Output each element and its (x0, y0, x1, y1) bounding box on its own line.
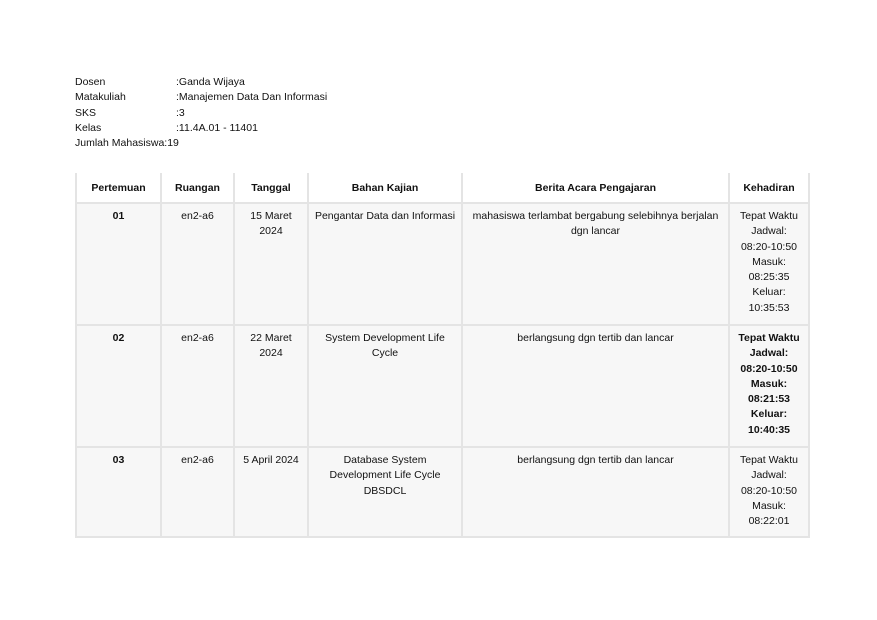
cell-tanggal: 15 Maret 2024 (234, 203, 308, 325)
kehadiran-jadwal-label: Jadwal: (749, 347, 789, 360)
matakuliah-value: :Manajemen Data Dan Informasi (176, 91, 328, 104)
cell-bahan-kajian: Pengantar Data dan Informasi (308, 203, 462, 325)
kehadiran-jadwal-label: Jadwal: (751, 225, 787, 238)
jumlah-label: Jumlah Mahasiswa (75, 137, 165, 150)
dosen-value: :Ganda Wijaya (176, 76, 245, 88)
jumlah-value: :19 (164, 137, 179, 150)
kelas-label: Kelas (75, 121, 102, 134)
kelas-row (75, 121, 327, 136)
header-kehadiran: Kehadiran (729, 173, 809, 203)
kehadiran-jadwal-value: 08:20-10:50 (740, 240, 798, 253)
cell-tanggal: 22 Maret 2024 (234, 325, 308, 447)
header-berita-acara: Berita Acara Pengajaran (462, 173, 729, 203)
cell-tanggal: 5 April 2024 (234, 447, 308, 537)
attendance-table (75, 173, 810, 538)
cell-berita-acara: mahasiswa terlambat bergabung selebihnya berjalan dgn lancar (462, 203, 729, 325)
kehadiran-masuk-label: Masuk: (750, 377, 788, 390)
kehadiran-jadwal-value: 08:20-10:50 (740, 484, 798, 497)
kehadiran-keluar-value: 10:40:35 (747, 423, 791, 436)
header-ruangan: Ruangan (161, 173, 234, 203)
sks-row (75, 106, 327, 121)
kehadiran-masuk-value: 08:25:35 (748, 271, 790, 284)
kehadiran-keluar-label: Keluar: (750, 408, 788, 421)
cell-ruangan: en2-a6 (161, 325, 234, 447)
kehadiran-keluar-value: 10:35:53 (748, 301, 790, 314)
kehadiran-status: Tepat Waktu (740, 454, 798, 466)
cell-bahan-kajian: Database System Development Life Cycle DBSDCL (308, 447, 462, 537)
jumlah-row (75, 136, 327, 151)
cell-kehadiran (729, 447, 809, 537)
table-row (76, 447, 809, 537)
cell-berita-acara: berlangsung dgn tertib dan lancar (462, 325, 729, 447)
sks-value: :3 (176, 106, 185, 119)
kehadiran-masuk-value: 08:22:01 (748, 515, 790, 528)
kehadiran-masuk-label: Masuk: (752, 255, 786, 268)
cell-pertemuan: 01 (76, 203, 161, 325)
header-pertemuan: Pertemuan (76, 173, 161, 203)
kehadiran-status: Tepat Waktu (740, 210, 798, 222)
kehadiran-status: Tepat Waktu (738, 332, 800, 344)
kehadiran-masuk-value: 08:21:53 (747, 393, 791, 406)
kehadiran-keluar-label: Keluar: (752, 286, 786, 299)
dosen-label: Dosen (75, 76, 106, 88)
table-row (76, 203, 809, 325)
cell-bahan-kajian: System Development Life Cycle (308, 325, 462, 447)
table-header-row (76, 173, 809, 203)
cell-ruangan: en2-a6 (161, 447, 234, 537)
sks-label: SKS (75, 106, 97, 119)
course-info (75, 75, 327, 151)
matakuliah-label: Matakuliah (75, 91, 126, 104)
kehadiran-jadwal-value: 08:20-10:50 (740, 362, 798, 375)
kehadiran-masuk-label: Masuk: (752, 499, 786, 512)
cell-kehadiran (729, 203, 809, 325)
table-row (76, 325, 809, 447)
matakuliah-row (75, 90, 327, 105)
header-tanggal: Tanggal (234, 173, 308, 203)
kelas-value: :11.4A.01 - 11401 (176, 121, 258, 134)
header-bahan-kajian: Bahan Kajian (308, 173, 462, 203)
cell-kehadiran (729, 325, 809, 447)
kehadiran-jadwal-label: Jadwal: (751, 469, 787, 482)
cell-berita-acara: berlangsung dgn tertib dan lancar (462, 447, 729, 537)
cell-pertemuan: 02 (76, 325, 161, 447)
cell-ruangan: en2-a6 (161, 203, 234, 325)
cell-pertemuan: 03 (76, 447, 161, 537)
dosen-row (75, 75, 327, 90)
